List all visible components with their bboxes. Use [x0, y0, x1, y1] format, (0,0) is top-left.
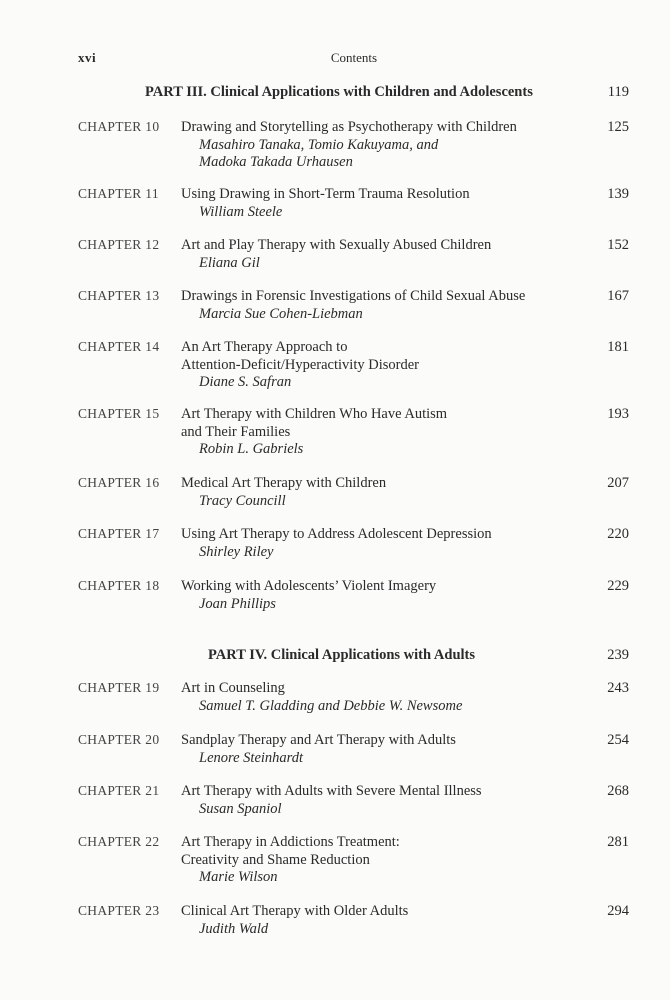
chapter-label: CHAPTER 11 [78, 186, 159, 201]
running-head: Contents [330, 50, 378, 65]
chapter-title: Art Therapy with Adults with Severe Mental Illness [181, 783, 482, 799]
chapter-label: CHAPTER 23 [78, 903, 160, 918]
chapter-label: CHAPTER 18 [78, 578, 160, 593]
chapter-title: Using Drawing in Short-Term Trauma Resolution [181, 186, 470, 202]
chapter-label: CHAPTER 16 [78, 475, 160, 490]
chapter-author: Madoka Takada Urhausen [199, 154, 353, 170]
page-header [78, 50, 630, 68]
chapter-page-number: 254 [607, 732, 629, 748]
chapter-label: CHAPTER 14 [78, 339, 160, 354]
chapter-title: Creativity and Shame Reduction [181, 851, 370, 868]
part-heading [0, 84, 670, 104]
chapter-label: CHAPTER 19 [78, 680, 160, 695]
chapter-page-number: 268 [607, 783, 629, 799]
chapter-label: CHAPTER 10 [78, 119, 160, 134]
chapter-label: CHAPTER 20 [78, 732, 160, 747]
chapter-title: Attention-Deficit/Hyperactivity Disorder [181, 356, 419, 373]
chapter-author: William Steele [199, 203, 283, 220]
chapter-page-number: 229 [607, 578, 629, 594]
chapter-author: Joan Phillips [199, 595, 276, 612]
chapter-author: Robin L. Gabriels [199, 441, 304, 457]
part-page-number: 119 [607, 84, 629, 100]
chapter-page-number: 207 [607, 475, 629, 491]
chapter-page-number: 181 [607, 339, 629, 355]
chapter-title: Art and Play Therapy with Sexually Abused Children [181, 237, 492, 253]
chapter-title: Art in Counseling [181, 680, 285, 696]
chapter-page-number: 243 [607, 680, 629, 696]
chapter-title: Medical Art Therapy with Children [181, 475, 387, 491]
chapter-title: Using Art Therapy to Address Adolescent Depression [181, 526, 492, 542]
chapter-label: CHAPTER 15 [78, 406, 160, 421]
chapter-label: CHAPTER 12 [78, 237, 160, 252]
part-heading [0, 647, 670, 667]
chapter-label: CHAPTER 21 [78, 783, 160, 798]
chapter-title: Clinical Art Therapy with Older Adults [181, 903, 409, 919]
chapter-title: Art Therapy with Children Who Have Autism [181, 406, 448, 422]
chapter-author: Shirley Riley [199, 543, 274, 560]
page-folio: xvi [78, 50, 97, 65]
chapter-author: Diane S. Safran [199, 374, 292, 390]
chapter-page-number: 139 [607, 186, 629, 202]
chapter-page-number: 125 [607, 119, 629, 135]
part-page-number: 239 [607, 647, 629, 663]
chapter-title: and Their Families [181, 423, 291, 440]
chapter-page-number: 152 [607, 237, 629, 253]
chapter-label: CHAPTER 22 [78, 834, 160, 849]
chapter-author: Eliana Gil [199, 254, 260, 271]
chapter-page-number: 281 [607, 834, 629, 850]
part-title: PART III. Clinical Applications with Children and Adolescents [145, 84, 533, 100]
chapter-author: Judith Wald [199, 920, 269, 937]
chapter-title: Sandplay Therapy and Art Therapy with Adults [181, 732, 456, 748]
chapter-label: CHAPTER 17 [78, 526, 160, 541]
chapter-title: Working with Adolescents’ Violent Imagery [181, 578, 437, 594]
chapter-author: Tracy Councill [199, 492, 286, 509]
chapter-title: An Art Therapy Approach to [181, 339, 348, 355]
chapter-author: Marcia Sue Cohen-Liebman [199, 305, 363, 322]
chapter-page-number: 193 [607, 406, 629, 422]
chapter-page-number: 294 [607, 903, 629, 919]
part-title: PART IV. Clinical Applications with Adults [208, 647, 476, 663]
chapter-title: Art Therapy in Addictions Treatment: [181, 834, 400, 850]
chapter-page-number: 220 [607, 526, 629, 542]
chapter-author: Marie Wilson [199, 869, 278, 885]
chapter-author: Samuel T. Gladding and Debbie W. Newsome [199, 697, 463, 714]
chapter-author: Masahiro Tanaka, Tomio Kakuyama, and [199, 136, 439, 153]
chapter-author: Susan Spaniol [199, 800, 282, 817]
chapter-label: CHAPTER 13 [78, 288, 160, 303]
chapter-author: Lenore Steinhardt [199, 749, 304, 766]
chapter-title: Drawing and Storytelling as Psychotherapy with Children [181, 119, 517, 135]
chapter-page-number: 167 [607, 288, 629, 304]
chapter-title: Drawings in Forensic Investigations of Child Sexual Abuse [181, 288, 526, 304]
